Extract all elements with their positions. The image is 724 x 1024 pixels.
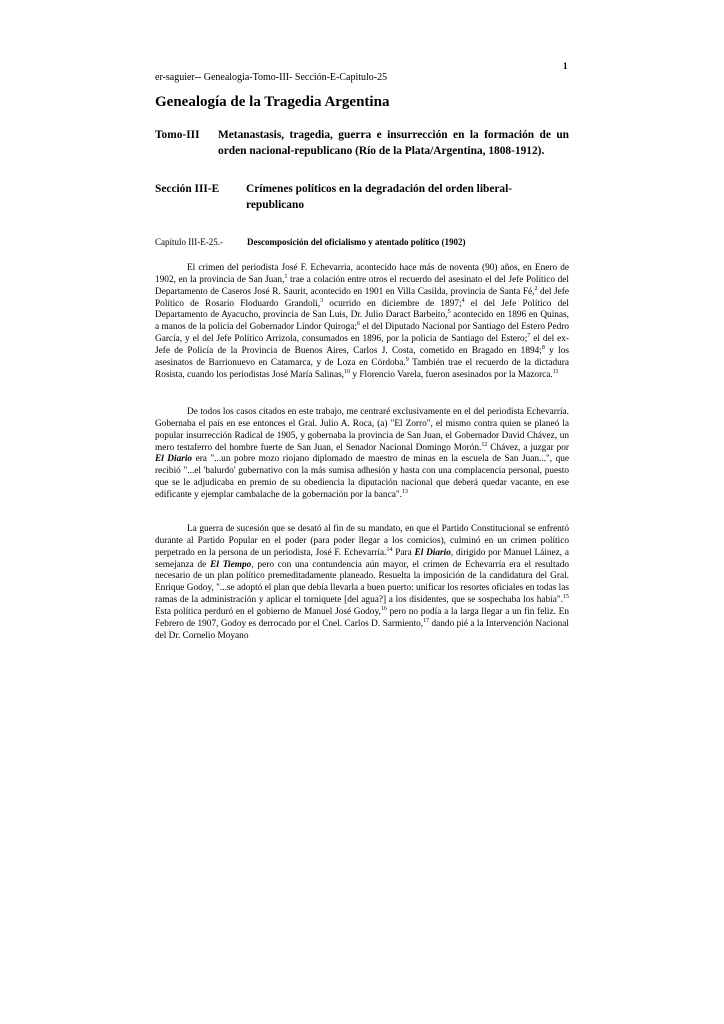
footnote-ref-12[interactable]: 12 (481, 441, 488, 448)
text-run: y Florencio Varela, fueron asesinados por la Mazorca. (350, 369, 553, 380)
text-run: Esta política perduró en el gobierno de Manuel José Godoy, (155, 606, 381, 617)
paragraph-2 (155, 407, 569, 502)
footnote-ref-13[interactable]: 13 (401, 488, 408, 495)
newspaper-title: El Tiempo (210, 559, 252, 570)
text-run: Para (392, 547, 415, 558)
footnote-ref-3[interactable]: 3 (320, 297, 324, 304)
newspaper-title: El Diario (155, 454, 193, 465)
text-run: , dirigido por Manuel Láinez, a semejanza de (155, 547, 570, 570)
chapter-heading (155, 237, 465, 247)
page-number: 1 (563, 61, 568, 71)
text-run: ocurrido en diciembre de 1897; (323, 298, 462, 309)
footnote-ref-15[interactable]: 15 (563, 594, 569, 601)
tomo-heading (155, 127, 569, 161)
footnote-ref-6[interactable]: 6 (357, 321, 360, 328)
text-run: el del ex-Jefe de Policía de la Provincia de Buenos Aires, Carlos J. Costa, cometido en Bragado en 1894; (155, 334, 569, 356)
text-run: el del Jefe Político del Departamento de Ayacucho, provincia de San Luis, Dr. Julio Daract Barbeito, (155, 298, 569, 321)
chapter-label: Capítulo III-E-25.- (155, 237, 223, 247)
tomo-label: Tomo-III (155, 129, 200, 141)
text-run: del Jefe Político de Rosario Floduardo Grandoli, (155, 286, 569, 309)
text-run: El crimen del periodista José F. Echevarria, acontecido hace más de noventa (90) años, en Enero de 1902, en la provincia de San Juan, (155, 263, 569, 285)
seccion-title: Crímenes políticos en la degradación del orden liberal-republicano (246, 183, 513, 211)
paragraph-1 (155, 263, 569, 381)
footnote-ref-4[interactable]: 4 (461, 297, 465, 304)
footnote-ref-2[interactable]: 2 (534, 285, 538, 292)
text-run: La guerra de sucesión que se desató al fin de su mandato, en que el Partido Constitucional se enfrentó durante al Partido Popular en el poder (para poder llegar a los comicios), culminó en un crimen político perpetrado en la persona de un periodista, José F. Echevarría. (155, 524, 569, 558)
seccion-label: Sección III-E (155, 183, 220, 195)
chapter-title: Descomposición del oficialismo y atentado político (1902) (247, 237, 466, 247)
tomo-title: Metanastasis, tragedia, guerra e insurrección en la formación de un orden nacional-republicano (Río de la Plata/Argentina, 1808-1912). (218, 129, 569, 157)
text-run: y los asesinatos de Barrionuevo en Catamarca, y de Loza en Córdoba. (155, 345, 569, 368)
text-run: De todos los casos citados en este trabajo, me centraré exclusivamente en el del periodista Echevarría. Gobernaba el país en ese entonces el Gral. Julio A. Roca, (a) "El Zorro", el mismo contra quien se planeó la popular insurrección Radical de 1905, y gobernaba la provincia de San Juan, el Gobernador David Chávez, un mero testaferro del hombre fuerte de San Juan, el Senador Nacional Domingo Morón. (155, 407, 569, 453)
seccion-heading (155, 181, 569, 215)
text-run: dando pié a la Intervención Nacional del Dr. Cornelio Moyano (155, 618, 569, 641)
footnote-ref-9[interactable]: 9 (405, 356, 409, 363)
text-run: acontecido en 1896 en Quinas, a manos de la policía del Gobernador Líndor Quiroga; (155, 310, 569, 333)
footnote-ref-1[interactable]: 1 (284, 273, 288, 280)
footnote-ref-16[interactable]: 16 (380, 605, 387, 612)
footnote-ref-8[interactable]: 8 (541, 344, 545, 351)
text-run: También trae el recuerdo de la dictadura Rosista, cuando los periodistas José María Salinas, (155, 357, 569, 380)
text-run: pero no podía a la larga llegar a un fin feliz. En Febrero de 1907, Godoy es derrocado por el Cnel. Carlos D. Sarmiento, (155, 606, 569, 629)
footnote-ref-10[interactable]: 10 (344, 368, 351, 375)
footnote-ref-14[interactable]: 14 (386, 546, 393, 553)
text-run: trae a colación entre otros el recuerdo del asesinato el del Jefe Político del Departamento de Caseros José R. Saurit, acontecido en 1901 en Villa Casilda, provincia de Santa Fé, (155, 274, 569, 297)
footnote-ref-5[interactable]: 5 (447, 309, 451, 316)
running-header: er-saguier-- Genealogia-Tomo-III- Sección-E-Capitulo-25 (155, 72, 388, 83)
footnote-ref-17[interactable]: 17 (423, 617, 430, 624)
footnote-ref-11[interactable]: 11 (552, 368, 559, 375)
newspaper-title: El Diario (414, 547, 451, 558)
text-run: Chávez, a juzgar por (487, 442, 569, 453)
book-title: Genealogía de la Tragedia Argentina (155, 94, 390, 110)
text-run: , pero con una contundencia aún mayor, el crimen de Echevarría era el resultado necesario de un plan político premeditadamente planeado. Resuelta la imposición de la candidatura del Gral. Enrique Godoy, "...se adoptó el plan que debía llevarla a buen puerto: unificar los resortes oficiales en todas las ramas de la administración y aplicar el torniquete [del agua?] a los disidentes, que se sospechaba los había". (155, 559, 570, 606)
text-run: el del Diputado Nacional por Santiago del Estero Pedro García, y el del Jefe Político Arrizola, consumados en 1896, por la policía de Santiago del Estero; (155, 322, 569, 345)
paragraph-3 (155, 524, 569, 642)
text-run: era "...un pobre mozo riojano diplomado de maestro de minas en la escuela de San Juan...", que recibió "...el 'balurdo' gubernativo con la más sumisa adhesión y hasta con una complacencia personal, puesto que se le adjudicaba en premio de su obediencia la diputación nacional que deberá quedar vacante, en ese edificante y ejemplar cambalache de la gobernación por la banca". (155, 454, 570, 500)
footnote-ref-7[interactable]: 7 (527, 333, 531, 340)
